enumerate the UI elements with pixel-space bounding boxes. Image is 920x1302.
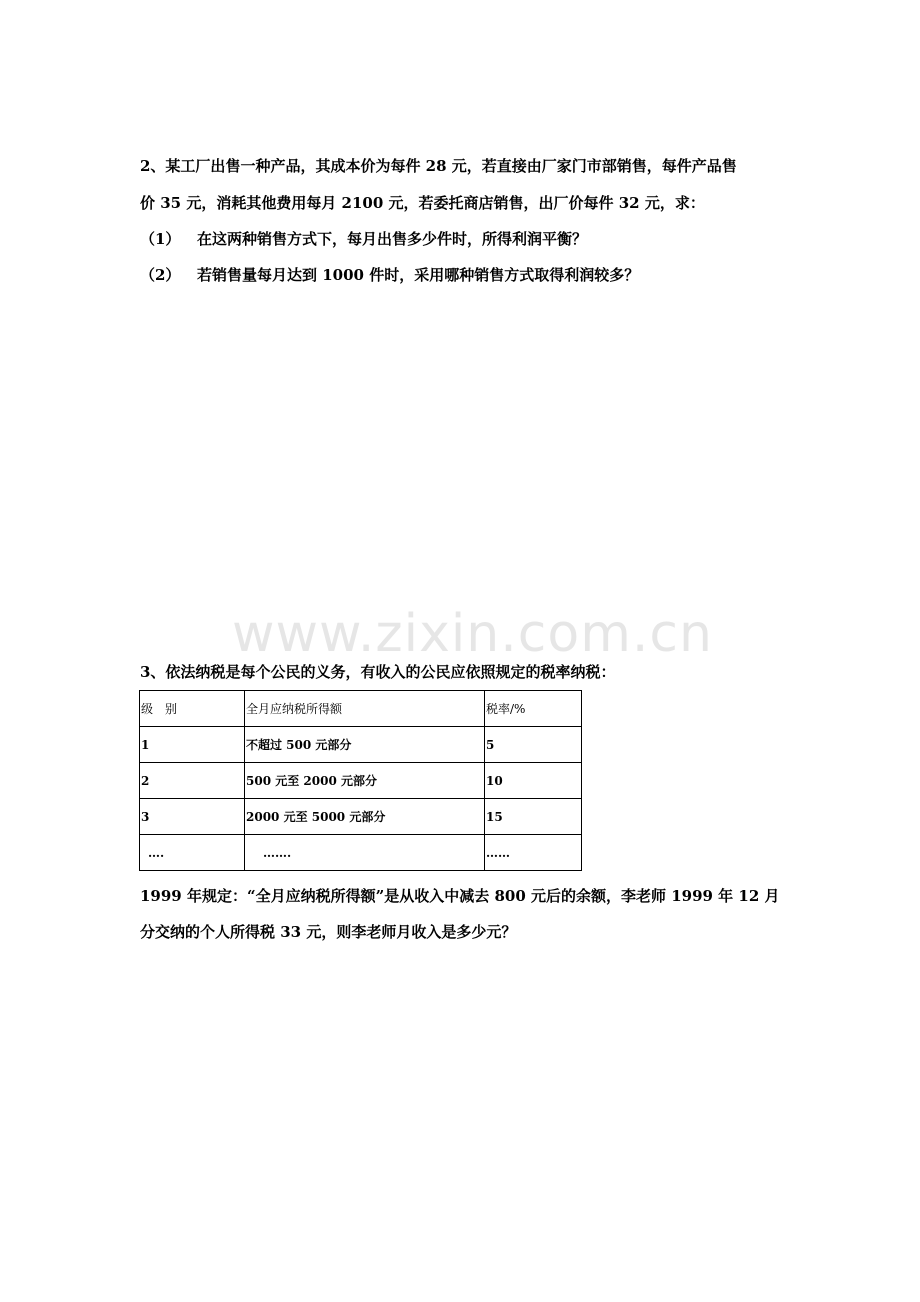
cell-income-range: 2000 元至 5000 元部分 <box>245 799 485 835</box>
header-level: 级 别 <box>140 691 245 727</box>
problem-2-question-2-number: （2） <box>140 266 181 284</box>
cell-level: …. <box>140 835 245 871</box>
table-header-row <box>140 691 582 727</box>
problem-2-question-1-number: （1） <box>140 230 181 248</box>
cell-income-range: 500 元至 2000 元部分 <box>245 763 485 799</box>
header-tax-rate: 税率/% <box>485 691 582 727</box>
cell-level: 1 <box>140 727 245 763</box>
problem-2-line-1: 2、某工厂出售一种产品，其成本价为每件 28 元，若直接由厂家门市部销售，每件产品售 <box>140 157 737 175</box>
table-row <box>140 835 582 871</box>
problem-3-intro: 3、依法纳税是每个公民的义务，有收入的公民应依照规定的税率纳税： <box>140 663 616 681</box>
cell-rate: 5 <box>485 727 582 763</box>
cell-income-range: ……. <box>245 835 485 871</box>
table-row <box>140 727 582 763</box>
cell-income-range: 不超过 500 元部分 <box>245 727 485 763</box>
cell-rate: 10 <box>485 763 582 799</box>
problem-2-question-2-text: 若销售量每月达到 1000 件时，采用哪种销售方式取得利润较多？ <box>197 266 640 284</box>
table-row <box>140 763 582 799</box>
problem-3-line-1: 1999 年规定：“全月应纳税所得额”是从收入中减去 800 元后的余额，李老师 1999 年 12 月 <box>140 887 780 905</box>
cell-rate: …… <box>485 835 582 871</box>
problem-2-question-1-text: 在这两种销售方式下，每月出售多少件时，所得利润平衡？ <box>197 230 588 248</box>
problem-2-line-2: 价 35 元，消耗其他费用每月 2100 元，若委托商店销售，出厂价每件 32 元，求： <box>140 194 705 212</box>
cell-level: 3 <box>140 799 245 835</box>
header-taxable-income: 全月应纳税所得额 <box>245 691 485 727</box>
watermark: www.zixin.com.cn <box>232 604 713 664</box>
tax-rate-table <box>139 690 582 871</box>
cell-rate: 15 <box>485 799 582 835</box>
table-row <box>140 799 582 835</box>
cell-level: 2 <box>140 763 245 799</box>
problem-3-line-2: 分交纳的个人所得税 33 元，则李老师月收入是多少元？ <box>140 923 517 941</box>
